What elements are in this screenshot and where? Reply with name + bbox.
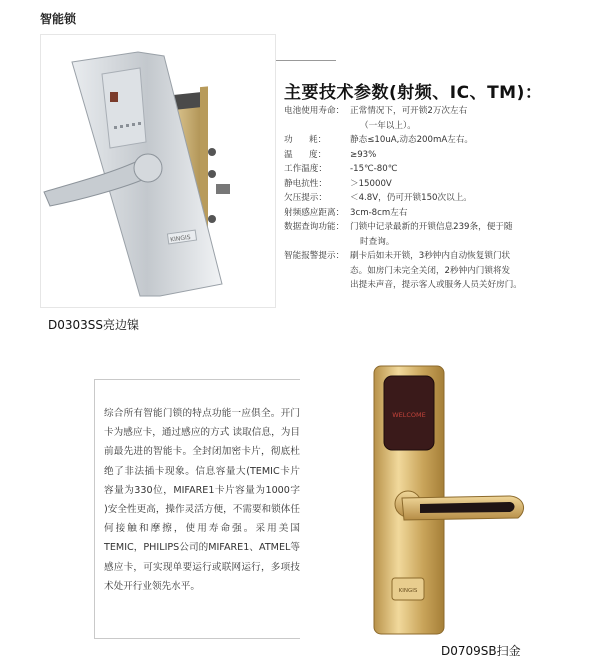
spec-label: 功 耗： (284, 135, 327, 145)
spec-label: 工作温度： (284, 164, 327, 174)
spec-row (284, 104, 584, 133)
spec-label: 温 度： (284, 149, 327, 160)
spec-value: 刷卡后如未开锁，3秒钟内自动恢复锁门状 (350, 251, 511, 261)
product-photo-gold-lock (360, 362, 530, 638)
spec-value-cont: 时查询。 (360, 236, 395, 247)
spec-value: 正常情况下，可开锁2万次左右 (350, 106, 468, 116)
spec-row (284, 133, 584, 148)
spec-label: 射频感应距离： (284, 207, 345, 218)
spec-row (284, 191, 584, 206)
spec-value: 静态≤10uA,动态200mA左右。 (350, 135, 474, 145)
nickel-lock-illustration (40, 34, 276, 308)
spec-value-cont: （一年以上）。 (360, 120, 416, 131)
spec-value: ＜4.8V，仍可开锁150次以上。 (350, 193, 472, 203)
specs-list (284, 104, 584, 293)
spec-label: 电池使用寿命： (284, 106, 345, 116)
spec-row (284, 249, 584, 293)
spec-label: 静电抗性： (284, 178, 327, 189)
spec-value: 3cm-8cm左右 (350, 207, 408, 218)
spec-value-cont: 态。如房门未完全关闭，2秒钟内门锁将发 (350, 265, 511, 276)
spec-row (284, 148, 584, 163)
spec-row (284, 162, 584, 177)
spec-label: 数据查询功能： (284, 222, 345, 232)
spec-value: 门锁中记录最新的开锁信息239条，便于随 (350, 222, 513, 232)
specs-title: 主要技术参数(射频、IC、TM)： (284, 83, 543, 103)
description-paragraph: 综合所有智能门锁的特点功能一应俱全。开门卡为感应卡，通过感应的方式 读取信息，为目前最先进的智能卡。全封闭加密卡片，彻底杜绝了非法插卡现象。信息容量大(TEMIC卡片容量为330位，MIFARE1卡片容量为1000字 )安全性更高，操作灵活方便，不需要和锁体任何接触和摩擦，使用寿命强。采用美国TEMIC，PHILIPS公司的MIFARE1、ATMEL等感应卡，可实现单要运行或联网运行，多项技术处开行业领先水平。 (104, 408, 300, 592)
spec-label: 智能报警提示： (284, 251, 345, 261)
display-welcome-text: WELCOME (392, 411, 426, 419)
product-caption-gold: D0709SB扫金 (441, 644, 521, 658)
gold-lock-illustration (360, 362, 530, 638)
spec-label: 欠压提示： (284, 193, 327, 203)
spec-value: ≥93% (350, 149, 377, 160)
product-caption-nickel: D0303SS亮边镍 (48, 318, 140, 332)
spec-row (284, 206, 584, 221)
spec-row (284, 177, 584, 192)
brand-plate-text: KINGIS (169, 233, 192, 244)
spec-row (284, 220, 584, 249)
product-photo-nickel-lock (40, 34, 276, 308)
section-title: 智能锁 (40, 12, 77, 26)
divider-line (276, 60, 336, 61)
brand-plate-text-gold: KINGIS (398, 588, 418, 594)
spec-value: -15℃-80℃ (350, 164, 398, 174)
spec-value-cont: 出提未声音，提示客人或服务人员关好房门。 (350, 280, 522, 290)
spec-value: ＞15000V (350, 178, 392, 189)
